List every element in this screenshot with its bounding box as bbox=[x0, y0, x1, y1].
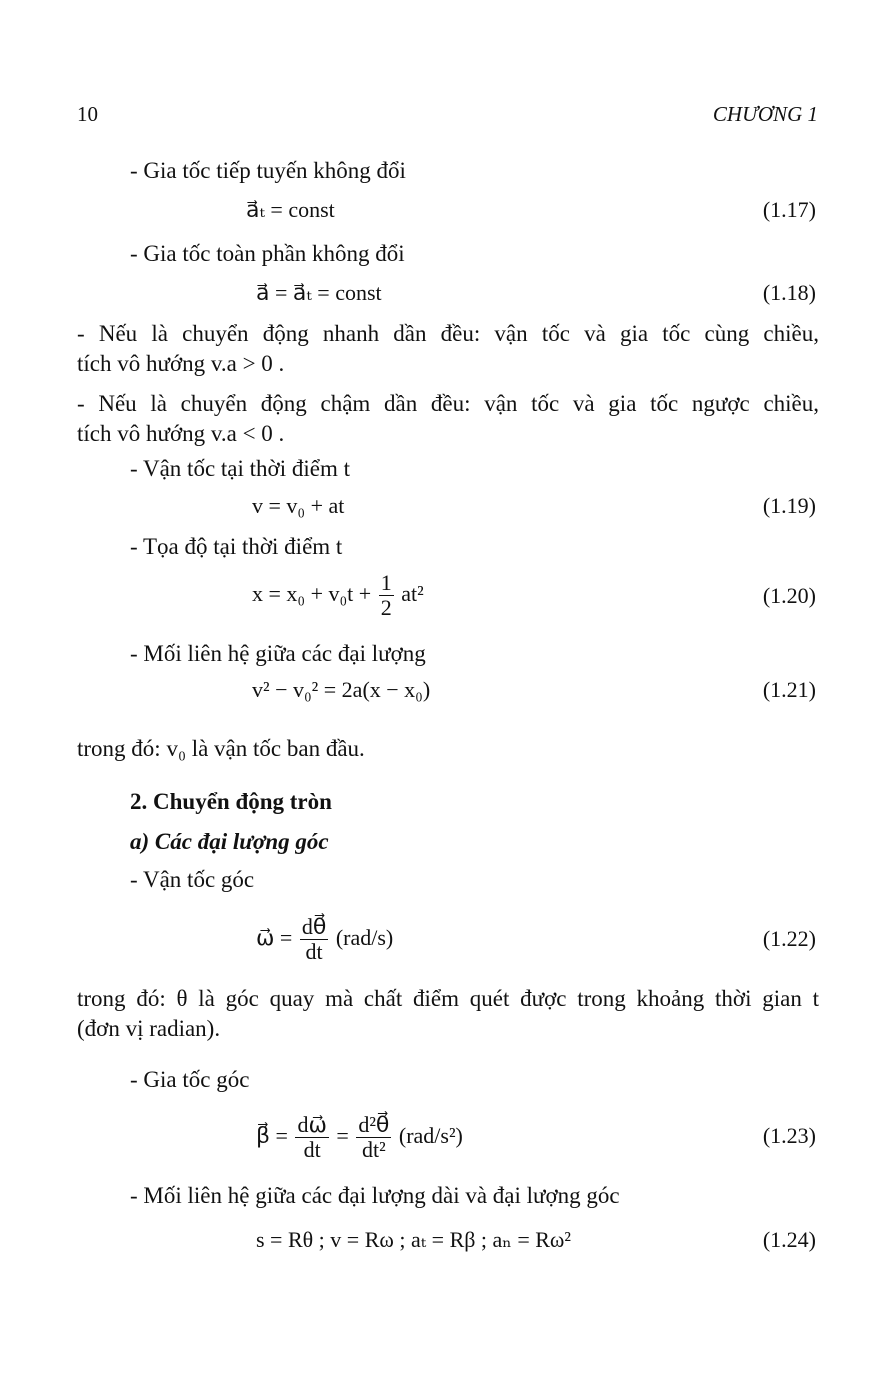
equation-lhs: β⃗ = bbox=[256, 1123, 288, 1148]
equation-number: (1.22) bbox=[762, 926, 816, 951]
fraction bbox=[379, 571, 394, 620]
paragraph-line: tích vô hướng v.a > 0 . bbox=[77, 351, 285, 376]
paragraph-line: tích vô hướng v.a < 0 . bbox=[77, 421, 285, 446]
equation-1-19: v = v₀ + at bbox=[252, 493, 345, 518]
text-line: - Vận tốc tại thời điểm t bbox=[130, 456, 350, 481]
equation-number: (1.17) bbox=[762, 197, 816, 222]
text-line: - Mối liên hệ giữa các đại lượng dài và đại lượng góc bbox=[130, 1183, 620, 1208]
fraction-numerator: d²θ⃗ bbox=[358, 1112, 390, 1138]
paragraph-line: - Nếu là chuyển động chậm dần đều: vận tốc và gia tốc ngược chiều, bbox=[77, 391, 819, 416]
equation-1-18: a⃗ = a⃗ₜ = const bbox=[256, 280, 382, 305]
equation-1-24: s = Rθ ; v = Rω ; aₜ = Rβ ; aₙ = Rω² bbox=[256, 1227, 571, 1252]
fraction bbox=[300, 915, 328, 964]
subsection-heading: a) Các đại lượng góc bbox=[130, 829, 329, 854]
text-line: - Tọa độ tại thời điểm t bbox=[130, 534, 343, 559]
paragraph-line: (đơn vị radian). bbox=[77, 1016, 221, 1041]
equation-rhs: at² bbox=[401, 581, 424, 606]
fraction-numerator: 1 bbox=[380, 570, 392, 596]
equation-number: (1.21) bbox=[762, 677, 816, 702]
equals-sign: = bbox=[336, 1123, 349, 1148]
fraction-denominator: dt bbox=[305, 939, 323, 965]
section-heading: 2. Chuyển động tròn bbox=[130, 789, 332, 814]
page-number: 10 bbox=[77, 102, 98, 126]
chapter-header: CHƯƠNG 1 bbox=[712, 102, 818, 126]
fraction-denominator: dt bbox=[303, 1137, 321, 1163]
equation-number: (1.20) bbox=[762, 583, 816, 608]
fraction-numerator: dω⃗ bbox=[297, 1112, 327, 1138]
equation-number: (1.24) bbox=[762, 1227, 816, 1252]
equation-1-20 bbox=[252, 568, 424, 620]
equation-1-21: v² − v₀² = 2a(x − x₀) bbox=[252, 677, 431, 702]
equation-unit: (rad/s) bbox=[335, 925, 394, 950]
fraction-denominator: 2 bbox=[380, 595, 392, 621]
fraction-denominator: dt² bbox=[361, 1137, 386, 1163]
text-line: - Gia tốc tiếp tuyến không đổi bbox=[130, 158, 406, 183]
equation-1-17: a⃗ₜ = const bbox=[246, 197, 335, 222]
equation-number: (1.18) bbox=[762, 280, 816, 305]
text-line: trong đó: v₀ là vận tốc ban đầu. bbox=[77, 736, 365, 761]
equation-number: (1.23) bbox=[762, 1123, 816, 1148]
text-line: - Gia tốc toàn phần không đổi bbox=[130, 241, 405, 266]
paragraph-line: trong đó: θ là góc quay mà chất điểm quét được trong khoảng thời gian t bbox=[77, 986, 819, 1011]
equation-unit: (rad/s²) bbox=[398, 1123, 463, 1148]
equation-1-23 bbox=[256, 1108, 463, 1164]
equation-lhs: ω⃗ = bbox=[256, 925, 293, 950]
equation-lhs: x = x₀ + v₀t + bbox=[252, 581, 372, 606]
text-line: - Gia tốc góc bbox=[130, 1067, 250, 1092]
paragraph-line: - Nếu là chuyển động nhanh dần đều: vận tốc và gia tốc cùng chiều, bbox=[77, 321, 819, 346]
equation-number: (1.19) bbox=[762, 493, 816, 518]
equation-1-22 bbox=[256, 910, 393, 966]
text-line: - Mối liên hệ giữa các đại lượng bbox=[130, 641, 426, 666]
fraction bbox=[356, 1113, 391, 1162]
fraction bbox=[295, 1113, 328, 1162]
text-line: - Vận tốc góc bbox=[130, 867, 255, 892]
fraction-numerator: dθ⃗ bbox=[301, 914, 327, 940]
